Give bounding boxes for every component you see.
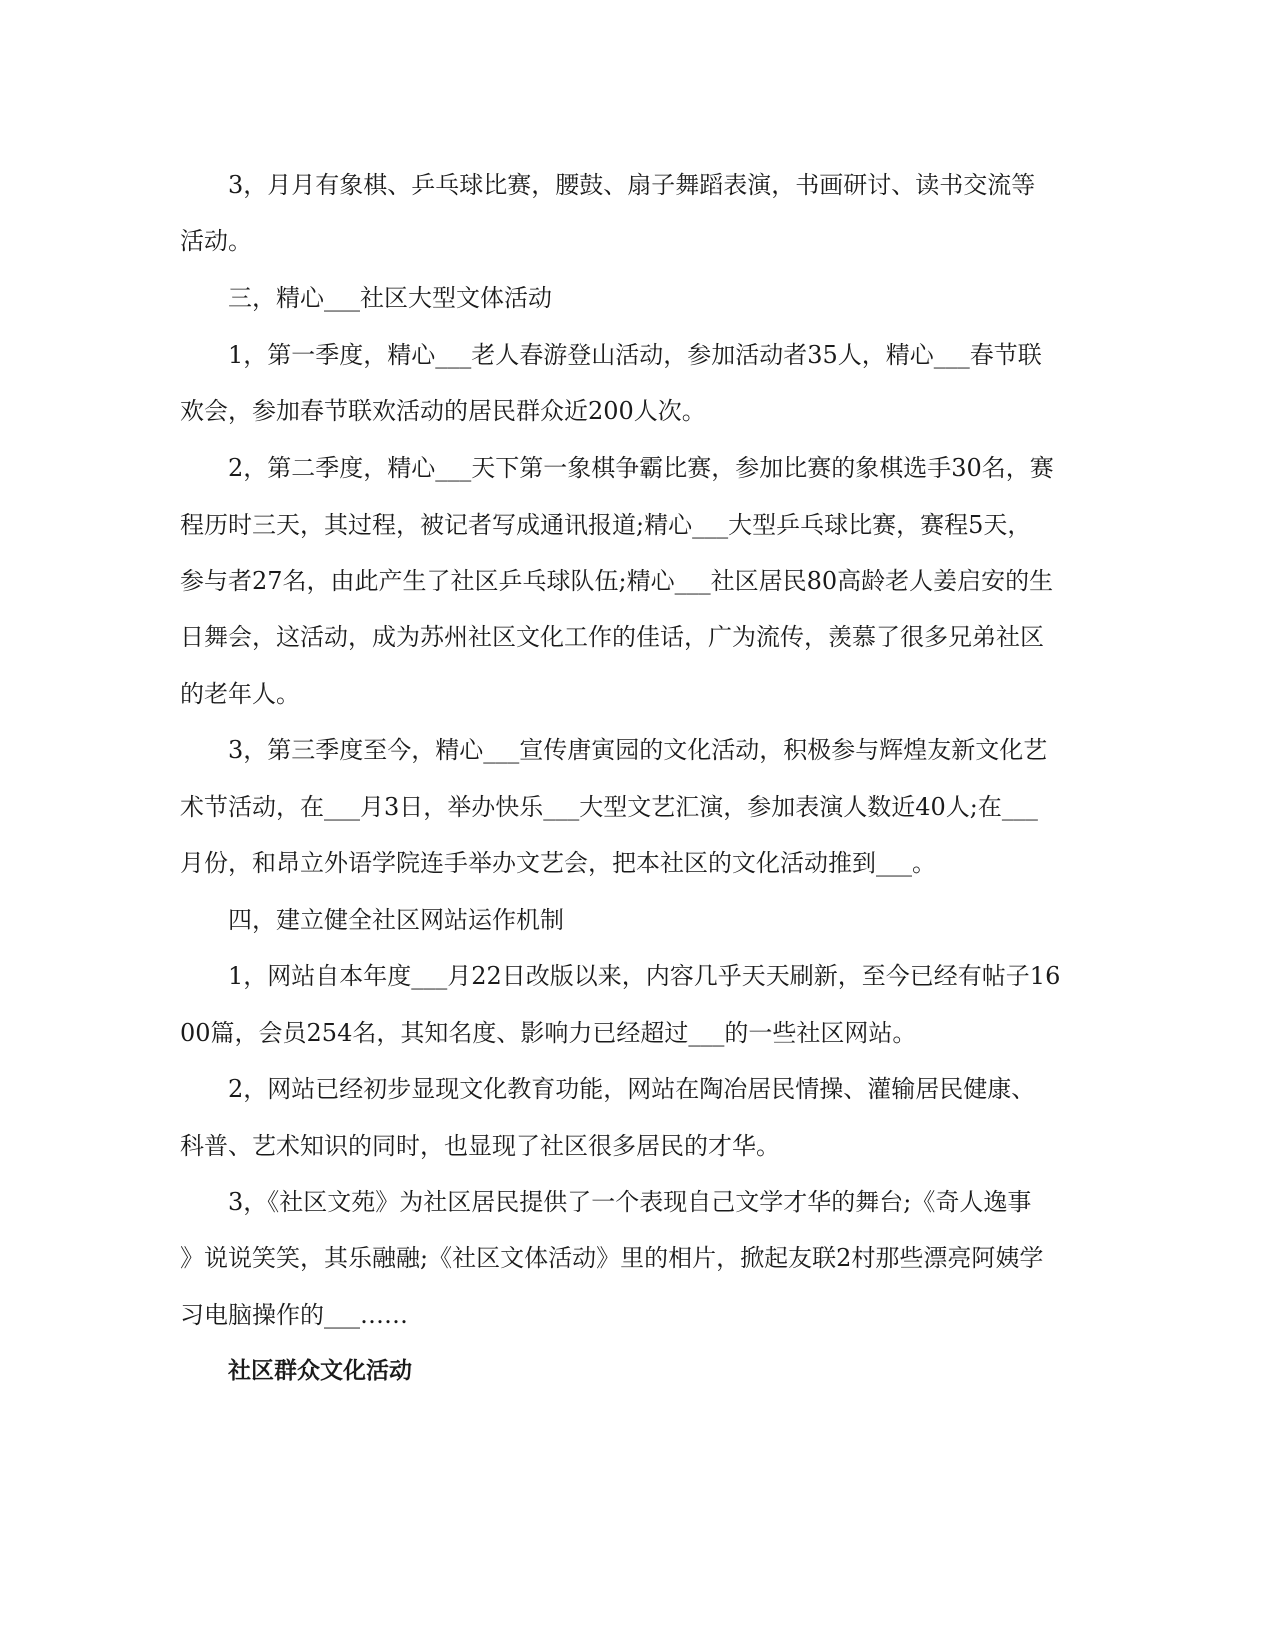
paragraph-line: 2，第二季度，精心___天下第一象棋争霸比赛，参加比赛的象棋选手30名，赛 xyxy=(228,454,1054,482)
paragraph-line: 参与者27名，由此产生了社区乒乓球队伍;精心___社区居民80高龄老人姜启安的生 xyxy=(180,567,1054,595)
section-heading: 四，建立健全社区网站运作机制 xyxy=(228,906,564,934)
bold-heading: 社区群众文化活动 xyxy=(228,1358,412,1384)
paragraph-line: 习电脑操作的___…… xyxy=(180,1301,408,1329)
paragraph-line: 3，《社区文苑》为社区居民提供了一个表现自己文学才华的舞台;《奇人逸事 xyxy=(228,1188,1032,1216)
paragraph-line: 术节活动，在___月3日，举办快乐___大型文艺汇演，参加表演人数近40人;在___ xyxy=(180,793,1038,821)
paragraph-line: 欢会，参加春节联欢活动的居民群众近200人次。 xyxy=(180,397,706,425)
section-heading: 三，精心___社区大型文体活动 xyxy=(228,284,552,312)
paragraph-line: 2，网站已经初步显现文化教育功能，网站在陶冶居民情操、灌输居民健康、 xyxy=(228,1075,1036,1103)
paragraph-line: 日舞会，这活动，成为苏州社区文化工作的佳话，广为流传，羡慕了很多兄弟社区 xyxy=(180,623,1044,651)
paragraph-line: 1，网站自本年度___月22日改版以来，内容几乎天天刷新，至今已经有帖子16 xyxy=(228,962,1061,990)
paragraph-line: 00篇，会员254名，其知名度、影响力已经超过___的一些社区网站。 xyxy=(180,1019,917,1047)
paragraph-line: 3，第三季度至今，精心___宣传唐寅园的文化活动，积极参与辉煌友新文化艺 xyxy=(228,736,1048,764)
paragraph-line: 科普、艺术知识的同时，也显现了社区很多居民的才华。 xyxy=(180,1132,780,1160)
paragraph-line: 程历时三天，其过程，被记者写成通讯报道;精心___大型乒乓球比赛，赛程5天， xyxy=(180,511,1032,539)
paragraph-line: 月份，和昂立外语学院连手举办文艺会，把本社区的文化活动推到___。 xyxy=(180,849,936,877)
paragraph-line: 的老年人。 xyxy=(180,680,300,708)
paragraph-line: 1，第一季度，精心___老人春游登山活动，参加活动者35人，精心___春节联 xyxy=(228,341,1042,369)
paragraph-line: 3，月月有象棋、乒乓球比赛，腰鼓、扇子舞蹈表演，书画研讨、读书交流等 xyxy=(228,171,1036,199)
paragraph-line: 活动。 xyxy=(180,227,252,255)
paragraph-line: 》说说笑笑，其乐融融;《社区文体活动》里的相片，掀起友联2村那些漂亮阿姨学 xyxy=(180,1244,1044,1272)
